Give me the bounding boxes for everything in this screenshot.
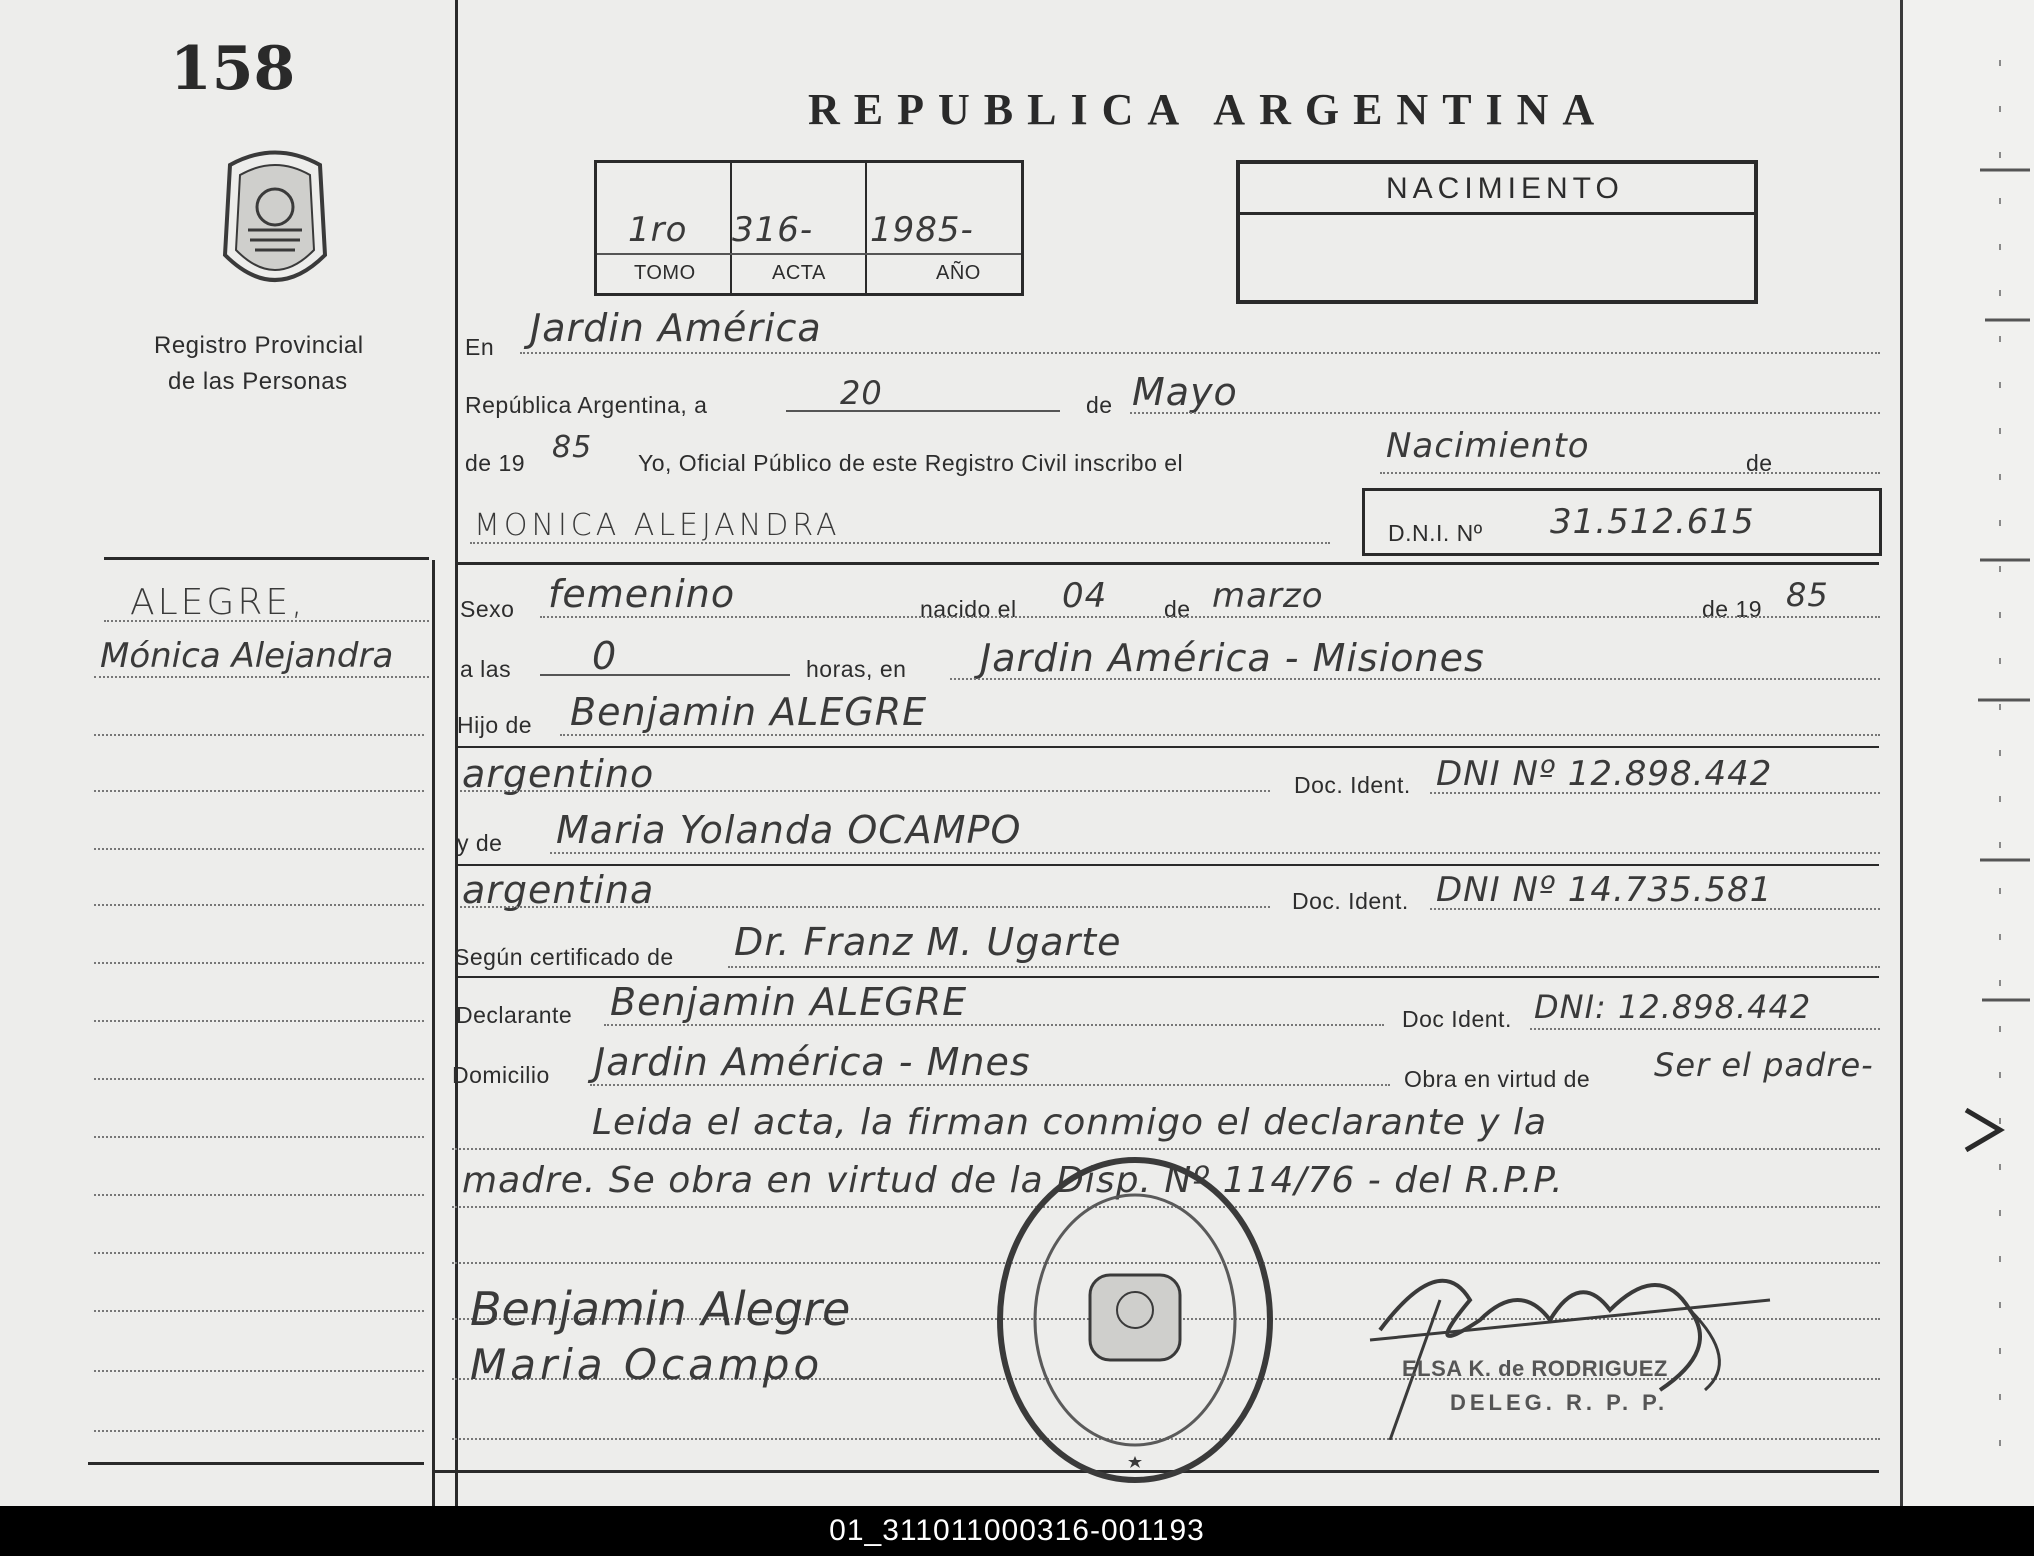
hora-value: 0 [592, 634, 618, 678]
acta-label: ACTA [772, 262, 826, 284]
left-column-rule [455, 0, 458, 1506]
acta-value: 316- [732, 210, 814, 250]
tomo-value: 1ro [628, 210, 688, 250]
yde-label: y de [457, 830, 503, 856]
official-title: DELEG. R. P. P. [1450, 1390, 1669, 1415]
day-value: 20 [840, 374, 883, 412]
left-column-rule-lower [432, 560, 435, 1506]
obra-label: Obra en virtud de [1404, 1066, 1591, 1092]
signature-father: Benjamin Alegre [470, 1282, 851, 1336]
alas-label: a las [460, 656, 512, 682]
padre-doc-label: Doc. Ident. [1294, 772, 1411, 798]
ano-value: 1985- [870, 210, 974, 250]
oficial-text: Yo, Oficial Público de este Registro Civil inscribo el [638, 450, 1184, 476]
binding-marks [1960, 0, 2034, 1506]
official-seal-icon [990, 1150, 1280, 1490]
en-label: En [465, 334, 495, 360]
registry-seal-icon [210, 145, 340, 300]
year-value: 85 [552, 430, 593, 465]
record-type-label: NACIMIENTO [1386, 172, 1624, 205]
nacido-month: marzo [1212, 576, 1324, 616]
observations-line2: madre. Se obra en virtud de la Disp. Nº 114/76 - del R.P.P. [462, 1160, 1564, 1201]
image-id-bar [0, 1506, 2034, 1556]
obra-value: Ser el padre- [1654, 1046, 1874, 1084]
ano-label: AÑO [936, 262, 981, 284]
registry-name-line2: de las Personas [168, 368, 348, 395]
republica-label: República Argentina, a [465, 392, 708, 418]
nacido-year: 85 [1786, 576, 1829, 614]
margin-surname: ALEGRE, [130, 582, 306, 623]
padre-name: Benjamin ALEGRE [570, 690, 928, 734]
month-de-label: de [1086, 392, 1113, 418]
declarante-label: Declarante [456, 1002, 573, 1028]
segun-label: Según certificado de [454, 944, 674, 970]
registered-name: MONICA ALEJANDRA [474, 508, 841, 543]
domicilio-value: Jardin América - Mnes [594, 1040, 1031, 1084]
padre-nationality: argentino [462, 752, 655, 796]
horas-label: horas, en [806, 656, 907, 682]
observations-line1: Leida el acta, la firman conmigo el declarante y la [592, 1102, 1548, 1143]
declarante-doc: DNI: 12.898.442 [1534, 988, 1812, 1026]
document-title: REPUBLICA ARGENTINA [808, 85, 1609, 134]
nacido-day: 04 [1062, 576, 1108, 616]
inscribo-de-label: de [1746, 450, 1773, 476]
sexo-label: Sexo [460, 596, 515, 622]
segun-value: Dr. Franz M. Ugarte [734, 920, 1122, 964]
nacido-de-label: de [1164, 596, 1191, 622]
inscribo-value: Nacimiento [1386, 426, 1590, 466]
year-prefix: de 19 [465, 450, 526, 476]
page-number: 158 [170, 34, 296, 104]
madre-nationality: argentina [462, 868, 655, 912]
hijo-label: Hijo de [457, 712, 533, 738]
nacido-year-prefix: de 19 [1702, 596, 1763, 622]
sexo-value: femenino [548, 572, 736, 616]
madre-doc-label: Doc. Ident. [1292, 888, 1409, 914]
domicilio-label: Domicilio [452, 1062, 550, 1088]
image-id-text: 01_311011000316-001193 [829, 1514, 1205, 1547]
declarante-doc-label: Doc Ident. [1402, 1006, 1512, 1032]
madre-doc: DNI Nº 14.735.581 [1436, 870, 1773, 910]
padre-doc: DNI Nº 12.898.442 [1436, 754, 1773, 794]
dni-label: D.N.I. Nº [1388, 520, 1483, 546]
en-value: Jardin América [530, 306, 822, 350]
signature-mother: Maria Ocampo [470, 1340, 824, 1389]
nacido-label: nacido el [920, 596, 1017, 622]
birth-place: Jardin América - Misiones [980, 636, 1485, 680]
declarante-name: Benjamin ALEGRE [610, 980, 968, 1024]
madre-name: Maria Yolanda OCAMPO [556, 808, 1022, 852]
official-name: ELSA K. de RODRIGUEZ [1402, 1356, 1668, 1381]
registry-name-line1: Registro Provincial [154, 332, 364, 359]
dni-value: 31.512.615 [1550, 502, 1755, 542]
margin-given-name: Mónica Alejandra [100, 636, 394, 676]
tomo-label: TOMO [634, 262, 696, 284]
month-value: Mayo [1132, 370, 1238, 414]
